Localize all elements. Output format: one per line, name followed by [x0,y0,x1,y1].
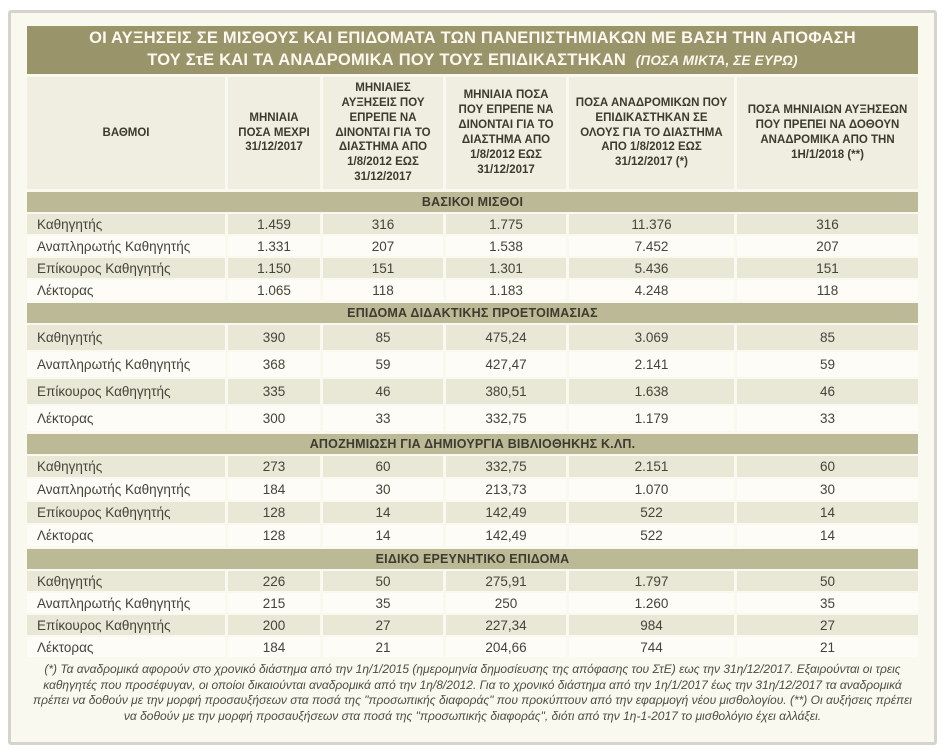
value-cell: 1.775 [446,214,566,234]
section-header-teaching-allowance: ΕΠΙΔΟΜΑ ΔΙΔΑΚΤΙΚΗΣ ΠΡΟΕΤΟΙΜΑΣΙΑΣ [27,303,918,323]
value-cell: 50 [737,571,918,591]
grade-cell: Καθηγητής [27,456,225,477]
value-cell: 227,34 [446,615,566,635]
value-cell: 316 [323,214,443,234]
section-header-library-compensation: ΑΠΟΖΗΜΙΩΣΗ ΓΙΑ ΔΗΜΙΟΥΡΓΙΑ ΒΙΒΛΙΟΘΗΚΗΣ Κ.ΛΠ. [27,434,918,454]
title-units-note: (ΠΟΣΑ ΜΙΚΤΑ, ΣΕ ΕΥΡΩ) [635,53,798,68]
value-cell: 46 [737,379,918,404]
value-cell: 1.065 [228,280,320,300]
value-cell: 332,75 [446,406,566,431]
table-row [27,379,918,404]
table-row [27,571,918,591]
column-header-increases-from-2018: ΠΟΣΑ ΜΗΝΙΑΙΩΝ ΑΥΞΗΣΕΩΝ ΠΟΥ ΠΡΕΠΕΙ ΝΑ ΔΟΘΟΥΝ ΑΝΑΔΡΟΜΙΚΑ ΑΠΟ ΤΗΝ 1Η/1/2018 (**) [737,77,918,189]
value-cell: 30 [737,479,918,500]
value-cell: 275,91 [446,571,566,591]
value-cell: 984 [569,615,734,635]
table-row [27,258,918,278]
value-cell: 1.797 [569,571,734,591]
table-row [27,280,918,300]
value-cell: 33 [323,406,443,431]
value-cell: 1.301 [446,258,566,278]
grade-cell: Αναπληρωτής Καθηγητής [27,593,225,613]
value-cell: 1.183 [446,280,566,300]
section-header-research-allowance: ΕΙΔΙΚΟ ΕΡΕΥΝΗΤΙΚΟ ΕΠΙΔΟΜΑ [27,549,918,569]
table-row [27,525,918,546]
value-cell: 273 [228,456,320,477]
title-line-1: ΟΙ ΑΥΞΗΣΕΙΣ ΣΕ ΜΙΣΘΟΥΣ ΚΑΙ ΕΠΙΔΟΜΑΤΑ ΤΩΝ ΠΑΝΕΠΙΣΤΗΜΙΑΚΩΝ ΜΕ ΒΑΣΗ ΤΗΝ ΑΠΟΦΑΣΗ [89,29,856,48]
value-cell: 14 [323,525,443,546]
grade-cell: Αναπληρωτής Καθηγητής [27,352,225,377]
table-row [27,615,918,635]
value-cell: 475,24 [446,325,566,350]
value-cell: 46 [323,379,443,404]
value-cell: 300 [228,406,320,431]
value-cell: 380,51 [446,379,566,404]
value-cell: 35 [737,593,918,613]
value-cell: 151 [737,258,918,278]
value-cell: 522 [569,502,734,523]
value-cell: 50 [323,571,443,591]
grade-cell: Επίκουρος Καθηγητής [27,258,225,278]
value-cell: 118 [323,280,443,300]
value-cell: 21 [737,637,918,657]
column-header-monthly-amounts: ΜΗΝΙΑΙΑ ΠΟΣΑ ΜΕΧΡΙ 31/12/2017 [228,77,320,189]
value-cell: 427,47 [446,352,566,377]
value-cell: 744 [569,637,734,657]
value-cell: 390 [228,325,320,350]
value-cell: 213,73 [446,479,566,500]
value-cell: 215 [228,593,320,613]
value-cell: 1.150 [228,258,320,278]
grade-cell: Επίκουρος Καθηγητής [27,502,225,523]
grade-cell: Επίκουρος Καθηγητής [27,379,225,404]
value-cell: 316 [737,214,918,234]
grade-cell: Καθηγητής [27,214,225,234]
value-cell: 85 [737,325,918,350]
value-cell: 21 [323,637,443,657]
value-cell: 1.331 [228,236,320,256]
value-cell: 184 [228,637,320,657]
value-cell: 142,49 [446,502,566,523]
table-frame [8,10,937,745]
value-cell: 30 [323,479,443,500]
table-row [27,406,918,431]
value-cell: 1.459 [228,214,320,234]
column-header-row [27,77,918,189]
column-header-monthly-increases-due: ΜΗΝΙΑΙΕΣ ΑΥΞΗΣΕΙΣ ΠΟΥ ΕΠΡΕΠΕ ΝΑ ΔΙΝΟΝΤΑΙ ΓΙΑ ΤΟ ΔΙΑΣΤΗΜΑ ΑΠΟ 1/8/2012 ΕΩΣ 31/12/2017 [323,77,443,189]
table-row [27,214,918,234]
table-row [27,502,918,523]
value-cell: 118 [737,280,918,300]
table-row [27,236,918,256]
section-research-allowance [27,549,918,657]
section-basic-salaries [27,192,918,300]
grade-cell: Αναπληρωτής Καθηγητής [27,479,225,500]
value-cell: 4.248 [569,280,734,300]
value-cell: 1.070 [569,479,734,500]
grade-cell: Καθηγητής [27,325,225,350]
value-cell: 332,75 [446,456,566,477]
value-cell: 207 [737,236,918,256]
grade-cell: Καθηγητής [27,571,225,591]
value-cell: 522 [569,525,734,546]
value-cell: 27 [737,615,918,635]
value-cell: 204,66 [446,637,566,657]
table-row [27,352,918,377]
footnote: (*) Τα αναδρομικά αφορούν στο χρονικό διάστημα από την 1η/1/2015 (ημερομηνία δημοσίευσης της απόφασης του ΣτΕ) εως την 31η/12/2017. Εξαιρούνται οι τρεις καθηγητές που προσέφυγαν, οι οποίοι δικαιούνται αναδρομικά από την 1η/8/2012. Για το χρονικό διάστημα από την 1η/1/2017 έως την 31η/12/2017 τα αναδρομικά πρέπει να δοθούν με την μορφή προσαυξήσεων στα ποσά της "προσωπικής διαφοράς" που προκύπτουν από την εφαρμογή νέου μισθολογίου. (**) Οι αυξήσεις πρέπει να δοθούν με την μορφή προσαυξήσεων στα ποσά της "προσωπικής διαφοράς", διότι από την 1η-1-2017 το μισθολόγιο έχει αλλάξει. [33,662,912,723]
value-cell: 33 [737,406,918,431]
value-cell: 128 [228,525,320,546]
section-library-compensation [27,434,918,546]
value-cell: 1.260 [569,593,734,613]
table-title [27,26,918,74]
value-cell: 226 [228,571,320,591]
table-row [27,325,918,350]
grade-cell: Λέκτορας [27,280,225,300]
grade-cell: Λέκτορας [27,637,225,657]
value-cell: 1.638 [569,379,734,404]
value-cell: 1.538 [446,236,566,256]
value-cell: 60 [737,456,918,477]
value-cell: 7.452 [569,236,734,256]
grade-cell: Λέκτορας [27,406,225,431]
value-cell: 60 [323,456,443,477]
value-cell: 151 [323,258,443,278]
grade-cell: Αναπληρωτής Καθηγητής [27,236,225,256]
value-cell: 14 [737,525,918,546]
section-teaching-allowance [27,303,918,431]
table-row [27,637,918,657]
table-row [27,456,918,477]
value-cell: 59 [323,352,443,377]
value-cell: 35 [323,593,443,613]
value-cell: 85 [323,325,443,350]
column-header-grades: ΒΑΘΜΟΙ [27,77,225,189]
value-cell: 5.436 [569,258,734,278]
title-line-2 [147,50,797,72]
value-cell: 11.376 [569,214,734,234]
table-row [27,593,918,613]
value-cell: 2.151 [569,456,734,477]
column-header-retroactive-awarded: ΠΟΣΑ ΑΝΑΔΡΟΜΙΚΩΝ ΠΟΥ ΕΠΙΔΙΚΑΣΤΗΚΑΝ ΣΕ ΟΛΟΥΣ ΓΙΑ ΤΟ ΔΙΑΣΤΗΜΑ ΑΠΟ 1/8/2012 ΕΩΣ 31/12/2017 (*) [569,77,734,189]
value-cell: 200 [228,615,320,635]
value-cell: 3.069 [569,325,734,350]
column-header-monthly-amounts-due: ΜΗΝΙΑΙΑ ΠΟΣΑ ΠΟΥ ΕΠΡΕΠΕ ΝΑ ΔΙΝΟΝΤΑΙ ΓΙΑ ΤΟ ΔΙΑΣΤΗΜΑ ΑΠΟ 1/8/2012 ΕΩΣ 31/12/2017 [446,77,566,189]
value-cell: 59 [737,352,918,377]
value-cell: 207 [323,236,443,256]
value-cell: 368 [228,352,320,377]
grade-cell: Λέκτορας [27,525,225,546]
value-cell: 27 [323,615,443,635]
value-cell: 250 [446,593,566,613]
value-cell: 128 [228,502,320,523]
table-row [27,479,918,500]
value-cell: 142,49 [446,525,566,546]
section-header-basic-salaries: ΒΑΣΙΚΟΙ ΜΙΣΘΟΙ [27,192,918,212]
grade-cell: Επίκουρος Καθηγητής [27,615,225,635]
value-cell: 184 [228,479,320,500]
value-cell: 2.141 [569,352,734,377]
value-cell: 14 [323,502,443,523]
value-cell: 335 [228,379,320,404]
value-cell: 14 [737,502,918,523]
value-cell: 1.179 [569,406,734,431]
title-line-2-text: ΤΟΥ ΣτΕ ΚΑΙ ΤΑ ΑΝΑΔΡΟΜΙΚΑ ΠΟΥ ΤΟΥΣ ΕΠΙΔΙΚΑΣΤΗΚΑΝ [147,51,627,69]
